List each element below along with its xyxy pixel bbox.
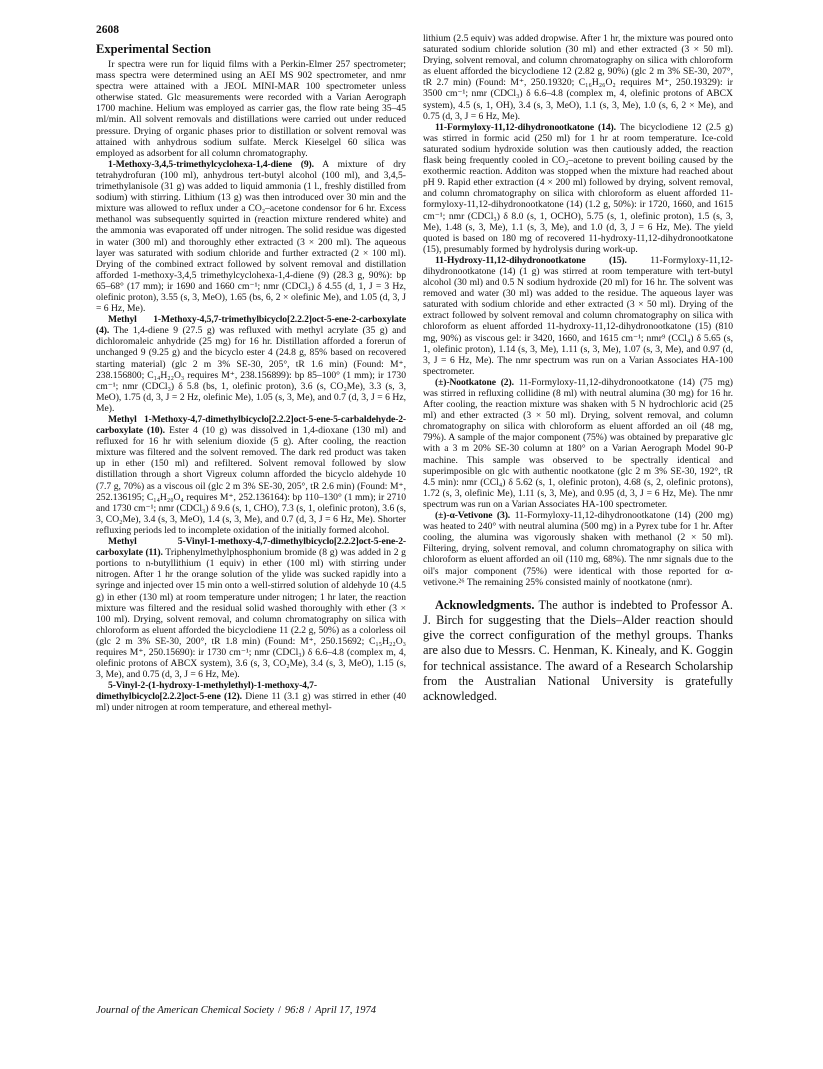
- journal-footer: Journal of the American Chemical Society / 96:8 / April 17, 1974: [96, 1005, 377, 1016]
- paragraph: Methyl 5-Vinyl-1-methoxy-4,7-dimethylbicyclo[2.2.2]oct-5-ene-2-carboxylate (11). Triphenylmethylphosphonium bromide (8 g) was added in 2 g portions to n-butyllithium (1 equiv) in ether (100 ml) with stirring under nitrogen. After 1 hr the orange solution of the ylide was sucked rapidly into a syringe and injected over 15 min onto a well-stirred solution of aldehyde 10 (4.5 g) in ether (130 ml) at room temperature under nitrogen; 1 hr later, the reaction mixture was filtered and the residual solid washed thoroughly with ether (3 × 100 ml). Drying, solvent removal, and column chromatography on silica with chloroform as eluent afforded the bicyclodiene 11 (2.2 g, 50%) as a colorless oil (glc 2 m 3% SE-30, 200°, tR 1.8 min) (Found: M⁺, 250.15692; C₁₅H₂₂O₃ requires M⁺, 250.15690): ir 1730 cm⁻¹; nmr (CDCl₃) δ 6.6–4.8 (complex m, 4, olefinic protons of ABCX system), 3.6 (s, 3, CO₂Me), 3.4 (s, 3, MeO), 1.15 (s, 3, Me), and 0.75 (d, 3, J = 6 Hz, Me).: [96, 536, 406, 681]
- paragraph: Methyl 1-Methoxy-4,7-dimethylbicyclo[2.2.2]oct-5-ene-5-carbaldehyde-2-carboxylate (10). Ester 4 (10 g) was dissolved in 1,4-dioxane (130 ml) and refluxed for 16 hr with selenium dioxide (5 g). After cooling, the reaction mixture was filtered and the solvent removed. The dark red product was taken up in ether (150 ml) and refiltered. Solvent removal followed by slow distillation through a short Vigreux column afforded the bicyclo aldehyde 10 (7.7 g, 70%) as a viscous oil (glc 2 m 3% SE-30, 205°, tR 2.6 min) (Found: M⁺, 252.136195; C₁₄H₂₀O₄ requires M⁺, 252.136164): bp 110–130° (1 mm); ir 2710 and 1730 cm⁻¹; nmr (CDCl₃) δ 9.6 (s, 1, CHO), 7.3 (s, 1, olefinic proton), 3.6 (s, 3, CO₂Me), 3.4 (s, 3, MeO), 1.4 (s, 3, Me), and 0.7 (d, 3, J = 6 Hz, Me). Shorter refluxing periods led to incomplete oxidation of the initially formed alcohol.: [96, 414, 406, 536]
- right-column: [423, 33, 733, 716]
- paragraph-heading: Methyl 1-Methoxy-4,5,7-trimethylbicyclo[2.2.2]oct-5-ene-2-carboxylate (4).: [96, 314, 406, 337]
- paragraph: (±)-Nootkatone (2). 11-Formyloxy-11,12-dihydronootkatone (14) (75 mg) was stirred in refluxing collidine (8 ml) with neutral alumina (30 mg) for 16 hr. After cooling, the reaction mixture was shaken with 5 N hydrochloric acid (25 ml) and ether extracted (3 × 50 ml). Drying, solvent removal, and column chromatography on silica with chloroform as eluent afforded an oil (48 mg, 79%). A sample of the major component (75%) was obtained by preparative glc with a 3 m 20% SE-30 column at 180° on a Varian Aerograph Model 90-P machine. This sample was observed to be spectrally identical and superimposible on glc with authentic nootkatone (glc 2 m 3% SE-30, 192°, tR 4.5 min): nmr (CCl₄) δ 5.62 (s, 1, olefinic proton), 4.68 (s, 2, olefinic protons), 1.72 (s, 3, olefinic Me), 1.11 (s, 3, Me), and 0.95 (d, 3, J = 6 Hz, Me). The nmr spectrum was run on a Varian Associates HA-100 spectrometer.: [423, 376, 733, 510]
- journal-date: April 17, 1974: [315, 1005, 377, 1016]
- paragraph-heading: 1-Methoxy-3,4,5-trimethylcyclohexa-1,4-diene (9).: [108, 158, 314, 170]
- left-column: [96, 42, 406, 714]
- paragraph: 1-Methoxy-3,4,5-trimethylcyclohexa-1,4-diene (9). A mixture of dry tetrahydrofuran (100 ml), anhydrous tert-butyl alcohol (100 ml), and 3,4,5-trimethylanisole (31 g) was added to liquid ammonia (1 l., freshly distilled from sodium) with stirring. Lithium (13 g) was then introduced over 30 min and the mixture was allowed to reflux under a CO₂–acetone condensor for 6 hr. Excess methanol was subsequently squirted in (reaction mixture rendered white) and the ammonia was evaporated off under nitrogen. The solid residue was digested in water (300 ml) and thoroughly ether extracted (3 × 200 ml). The aqueous layer was saturated with sodium chloride and further extracted (2 × 100 ml). Drying of the combined extract followed by solvent removal and distillation afforded 1-methoxy-3,4,5 trimethylcyclohexa-1,4-diene (9) (28.3 g, 90%): bp 65–68° (17 mm); ir 1690 and 1660 cm⁻¹; nmr (CDCl₃) δ 4.55 (d, 1, J = 3 Hz, olefinic proton), 3.55 (s, 3, MeO), 1.65 (bs, 6, 2 × olefinic Me), and 1.05 (d, 3, J = 6 Hz, Me).: [96, 158, 406, 315]
- paragraph: Methyl 1-Methoxy-4,5,7-trimethylbicyclo[2.2.2]oct-5-ene-2-carboxylate (4). The 1,4-diene 9 (27.5 g) was refluxed with methyl acrylate (35 g) and dichloromaleic anhydride (25 mg) for 16 hr. Distillation afforded a forerun of unchanged 9 (9.25 g) and the bicyclo ester 4 (24.8 g, 85% based on recovered starting material) (glc 2 m 3% SE-30, 205°, tR 1.6 min) (Found: M⁺, 238.156800; C₁₄H₂₂O₃ requires M⁺, 238.156899): bp 85–100° (1 mm); ir 1730 cm⁻¹; nmr (CDCl₃) δ 5.8 (bs, 1, olefinic proton), 3.6 (s, CO₂Me), 3.3 (s, 3, MeO), 1.75 (d, 3, J = 2 Hz, olefinic Me), 1.05 (s, 3, Me), and 0.7 (d, 3, J = 6 Hz, Me).: [96, 314, 406, 414]
- acknowledgments-heading: Acknowledgments.: [435, 597, 535, 612]
- acknowledgments: Acknowledgments. The author is indebted to Professor A. J. Birch for suggesting that the Diels–Alder reaction should give the correct configuration of the methyl groups. Thanks are also due to Messrs. C. Henman, K. Kinealy, and K. Goggin for technical assistance. The award of a Research Scholarship from the Australian National University is gratefully acknowledged.: [423, 597, 733, 703]
- paragraph: (±)-α-Vetivone (3). 11-Formyloxy-11,12-dihydronootkatone (14) (200 mg) was heated to 240° with neutral alumina (500 mg) in a Pyrex tube for 1 hr. After cooling, the alumina was vigorously shaken with methanol (2 × 50 ml). Filtering, drying, solvent removal, and column chromatography on silica with chloroform as eluent afforded an oil (110 mg, 68%). The nmr signals due to the oil's major component (75%) were identical with those reported for α-vetivone.²⁶ The remaining 25% consisted mainly of nootkatone (nmr).: [423, 510, 733, 588]
- paragraph-heading: (±)-Nootkatone (2).: [435, 376, 514, 388]
- paragraph-heading: (±)-α-Vetivone (3).: [435, 510, 511, 522]
- paragraph-heading: 11-Hydroxy-11,12-dihydronootkatone (15).: [435, 254, 627, 266]
- paragraph: lithium (2.5 equiv) was added dropwise. After 1 hr, the mixture was poured onto saturated sodium chloride solution (30 ml) and ether extracted (3 × 50 ml). Drying, solvent removal, and column chromatography on silica with chloroform as eluent afforded the bicyclodiene 12 (2.82 g, 90%) (glc 2 m 3% SE-30, 207°, tR 2.7 min) (Found: M⁺, 250.19320; C₁₆H₂₆O₂ requires M⁺, 250.19329): ir 3500 cm⁻¹; nmr (CDCl₃) δ 6.6–4.8 (complex m, 4, olefinic protons of ABCX system), 4.5 (s, 1, OH), 3.4 (s, 3, MeO), 1.1 (s, 3, Me), 1.0 (s, 6, 2 × Me), and 0.75 (d, 3, J = 6 Hz, Me).: [423, 33, 733, 122]
- section-title: Experimental Section: [96, 42, 211, 56]
- paragraph: 11-Hydroxy-11,12-dihydronootkatone (15). 11-Formyloxy-11,12-dihydronootkatone (14) (1 g) was stirred at room temperature with tert-butyl alcohol (30 ml) and 0.5 N sodium hydroxide (20 ml) for 16 hr. The solvent was removed and water (30 ml) was added to the residue. The aqueous layer was saturated with sodium chloride and ether extracted (3 × 50 ml). Drying of the extract followed by solvent removal and column chromatography on silica with chloroform as eluent afforded 11-hydroxy-11,12-dihydronootkatone (15) (810 mg, 90%) as viscous gel: ir 3420, 1660, and 1615 cm⁻¹; nmr⁹ (CCl₄) δ 5.65 (s, 1, olefinic proton), 1.14 (s, 3, Me), 1.11 (s, 3, Me), 1.07 (s, 3, Me), and 0.97 (d, 3, J = 6 Hz, Me). The nmr spectrum was run on a Varian Associates HA-100 spectrometer.: [423, 254, 733, 377]
- page-number: 2608: [96, 24, 119, 36]
- paragraph-heading: 5-Vinyl-2-(1-hydroxy-1-methylethyl)-1-methoxy-4,7-dimethylbicyclo[2.2.2]oct-5-ene (12).: [96, 680, 317, 703]
- paragraph-heading: Methyl 1-Methoxy-4,7-dimethylbicyclo[2.2.2]oct-5-ene-5-carbaldehyde-2-carboxylate (10).: [96, 414, 406, 437]
- journal-volume: 96:8: [284, 1005, 305, 1016]
- paragraph-heading: Methyl 5-Vinyl-1-methoxy-4,7-dimethylbicyclo[2.2.2]oct-5-ene-2-carboxylate (11).: [96, 536, 406, 559]
- journal-name: Journal of the American Chemical Society: [96, 1005, 274, 1016]
- paragraph: 5-Vinyl-2-(1-hydroxy-1-methylethyl)-1-methoxy-4,7-dimethylbicyclo[2.2.2]oct-5-ene (12). Diene 11 (3.1 g) was stirred in ether (40 ml) under nitrogen at room temperature, and ethereal methyl-: [96, 680, 407, 714]
- paragraph-heading: 11-Formyloxy-11,12-dihydronootkatone (14).: [435, 121, 616, 133]
- paragraph: Ir spectra were run for liquid films with a Perkin-Elmer 257 spectrometer; mass spectra were determined using an AEI MS 902 spectrometer, and nmr spectra were attained with a JEOL MINI-MAR 100 spectrometer unless otherwise stated. Glc measurements were recorded with a Varian Aerograph 1700 machine. Helium was employed as carrier gas, the flow rate being 35–45 ml/min. All solvent removals and distillations were carried out under reduced pressure. Drying of organic phases prior to distillation or solvent removal was attained with anhydrous sodium sulfate. Merck Kieselgel 60 silica was employed as adsorbent for all column chromatography.: [96, 59, 406, 159]
- paragraph: 11-Formyloxy-11,12-dihydronootkatone (14). The bicyclodiene 12 (2.5 g) was stirred in formic acid (250 ml) for 1 hr at room temperature. Ice-cold saturated sodium hydroxide solution was then cautiously added, the reaction flask being frequently cooled in CO₂–acetone to prevent boiling caused by the exothermic reaction. Additon was stopped when the mixture had reached about pH 9. Rapid ether extraction (4 × 200 ml) followed by drying, solvent removal, and column chromatography on silica with chloroform as eluent afforded 11-formyloxy-11,12-dihydronootkatone (14) (1.2 g, 50%): ir 1720, 1660, and 1615 cm⁻¹; nmr (CDCl₃) δ 8.0 (s, 1, OCHO), 5.75 (s, 1, olefinic proton), 1.5 (s, 3, Me), 1.48 (s, 3, Me), 1.1 (s, 3, Me), and 1.0 (d, 3, J = 6 Hz, Me). The yield quoted is based on 180 mg of recovered 11-hydroxy-11,12-dihydronootkatone (15), presumably formed by hydrolysis during work-up.: [423, 121, 733, 255]
